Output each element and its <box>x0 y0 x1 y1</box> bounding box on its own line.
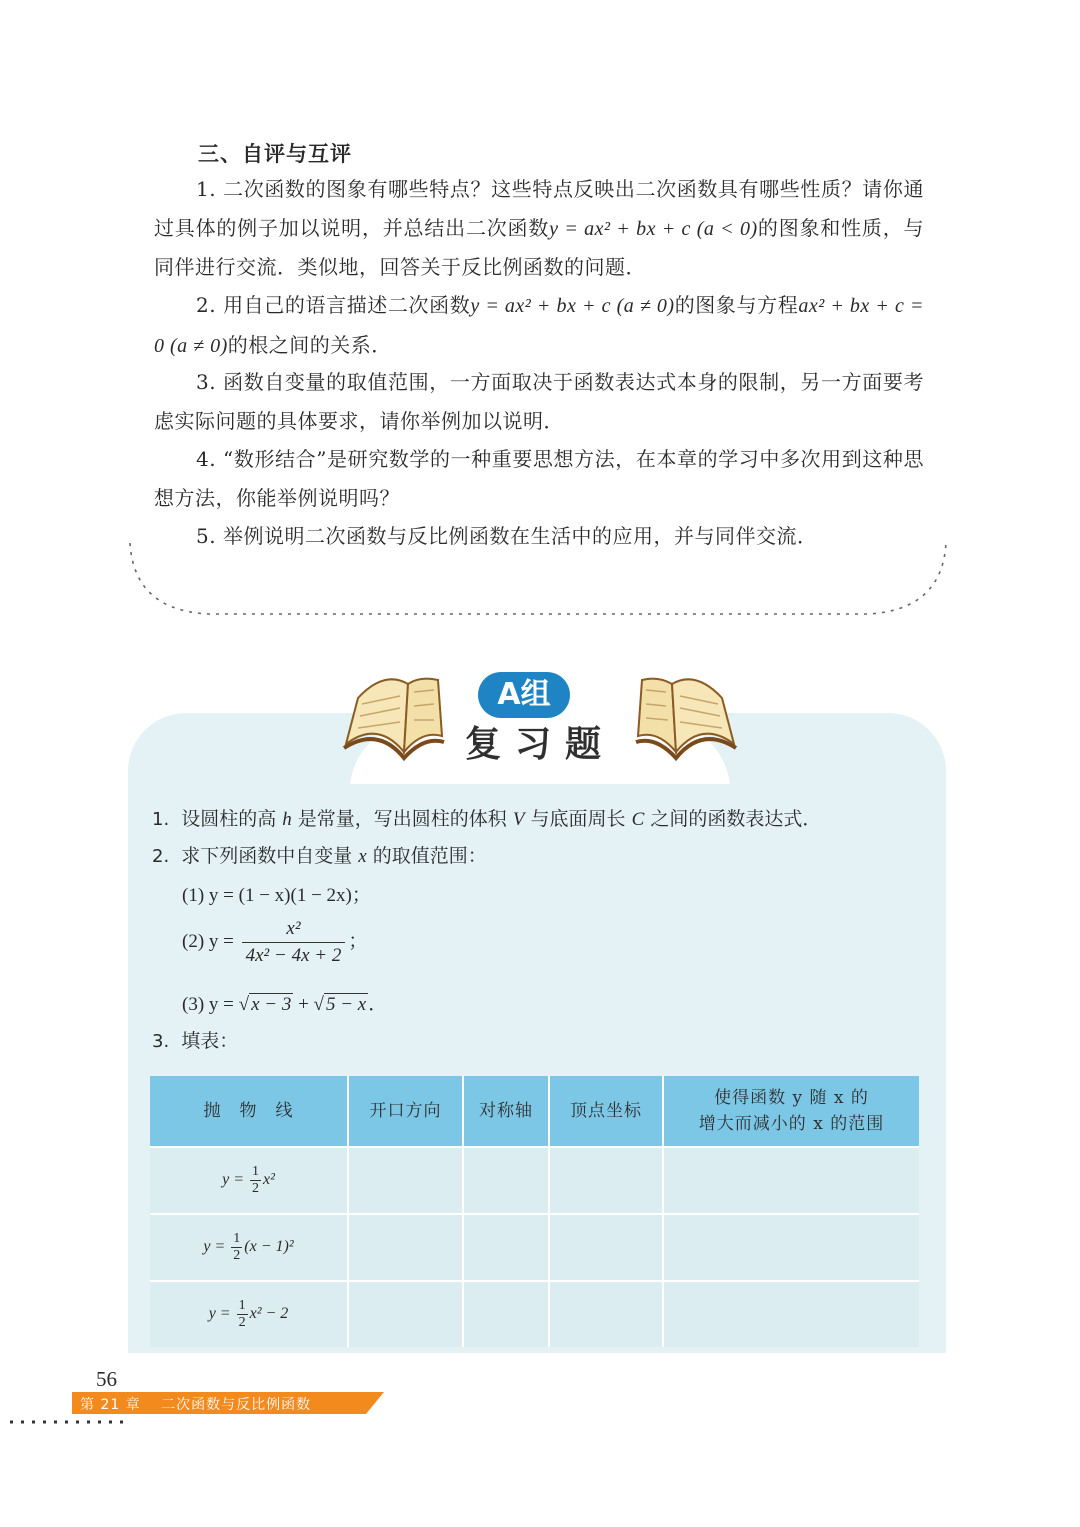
group-badge: A组 <box>478 672 570 718</box>
question-5: 5. 举例说明二次函数与反比例函数在生活中的应用，并与同伴交流． <box>196 524 818 548</box>
subquestion-1: (1) y = (1 − x)(1 − 2x)； <box>182 885 371 906</box>
blank-cell[interactable] <box>348 1147 463 1214</box>
square-root: √ 5 − x <box>313 994 367 1015</box>
subquestion-3: (3) y = √ x − 3 + √ 5 − x ． <box>182 994 388 1015</box>
chapter-title: 第 21 章 二次函数与反比例函数 <box>80 1397 312 1413</box>
fraction: $\frac{\text{x²}}{\text{4x² − 4x + 2}}$ <box>242 918 346 967</box>
formula: y = ax² + bx + c (a < 0) <box>549 217 758 240</box>
blank-cell[interactable] <box>663 1214 919 1281</box>
exercise-number: 3. <box>152 1031 170 1052</box>
table-row <box>150 1147 919 1214</box>
formula: y = ax² + bx + c (a ≠ 0) <box>470 295 675 317</box>
blank-cell[interactable] <box>549 1214 663 1281</box>
exercise-1: 1. 设圆柱的高 h 是常量，写出圆柱的体积 V 与底面周长 C 之间的函数表达式． <box>152 808 822 830</box>
question-2: 2. 用自己的语言描述二次函数y = ax² + bx + c (a ≠ 0)的图象与方程ax² + bx + c = 0 (a ≠ 0)的根之间的关系． <box>154 293 924 357</box>
table-header-row <box>150 1076 919 1147</box>
exercise-number: 2. <box>152 846 170 867</box>
question-3: 3. 函数自变量的取值范围，一方面取决于函数表达式本身的限制，另一方面要考虑实际问题的具体要求，请你举例加以说明． <box>154 370 925 433</box>
blank-cell[interactable] <box>463 1147 549 1214</box>
header-vertex: 顶点坐标 <box>549 1076 663 1147</box>
blank-cell[interactable] <box>663 1281 919 1347</box>
blank-cell[interactable] <box>348 1281 463 1347</box>
exercise-number: 1. <box>152 809 170 830</box>
blank-cell[interactable] <box>663 1147 919 1214</box>
open-book-icon <box>630 672 742 767</box>
blank-cell[interactable] <box>549 1281 663 1347</box>
header-opening-direction: 开口方向 <box>348 1076 463 1147</box>
question-number: 5. <box>196 524 217 548</box>
question-1: 1. 二次函数的图象有哪些特点？这些特点反映出二次函数具有哪些性质？请你通过具体的例子加以说明，并总结出二次函数y = ax² + bx + c (a < 0)的图象和性质，与同伴进行交流．类似地，回答关于反比例函数的问题． <box>154 177 925 279</box>
parabola-cell: y = $\frac{1}{2}$ x² <box>150 1147 348 1214</box>
question-number: 1. <box>196 177 217 201</box>
dotted-line <box>8 1419 132 1425</box>
square-root: √ x − 3 <box>238 994 292 1015</box>
formula: ax² + bx + c = 0 (a ≠ 0) <box>154 295 924 357</box>
parabola-cell: y = $\frac{1}{2}$ (x − 1)² <box>150 1214 348 1281</box>
page-number: 56 <box>96 1367 117 1391</box>
blank-cell[interactable] <box>463 1281 549 1347</box>
blank-cell[interactable] <box>463 1214 549 1281</box>
blank-cell[interactable] <box>348 1214 463 1281</box>
table-row <box>150 1281 919 1347</box>
header-axis-of-symmetry: 对称轴 <box>463 1076 549 1147</box>
header-decreasing-range: 使得函数 y 随 x 的 增大而减小的 x 的范围 <box>663 1076 919 1147</box>
blank-cell[interactable] <box>549 1147 663 1214</box>
subquestion-2: (2) y = $\frac{\text{x²}}{\text{4x² − 4x + 2}}$ ； <box>182 918 368 966</box>
exercise-2: 2. 求下列函数中自变量 x 的取值范围： <box>152 845 487 867</box>
self-evaluation-section <box>128 128 948 618</box>
question-number: 3. <box>196 370 217 394</box>
fill-in-table <box>150 1076 919 1347</box>
header-parabola: 抛 物 线 <box>150 1076 348 1147</box>
question-number: 4. <box>196 447 217 471</box>
section-heading: 三、自评与互评 <box>198 142 352 166</box>
review-title: 复习题 <box>464 724 615 765</box>
question-number: 2. <box>196 293 217 317</box>
open-book-icon <box>338 672 450 767</box>
table-row <box>150 1214 919 1281</box>
exercise-3: 3. 填表： <box>152 1030 239 1052</box>
parabola-cell: y = $\frac{1}{2}$ x² − 2 <box>150 1281 348 1347</box>
question-4: 4. “数形结合”是研究数学的一种重要思想方法，在本章的学习中多次用到这种思想方法，你能举例说明吗？ <box>154 447 925 510</box>
